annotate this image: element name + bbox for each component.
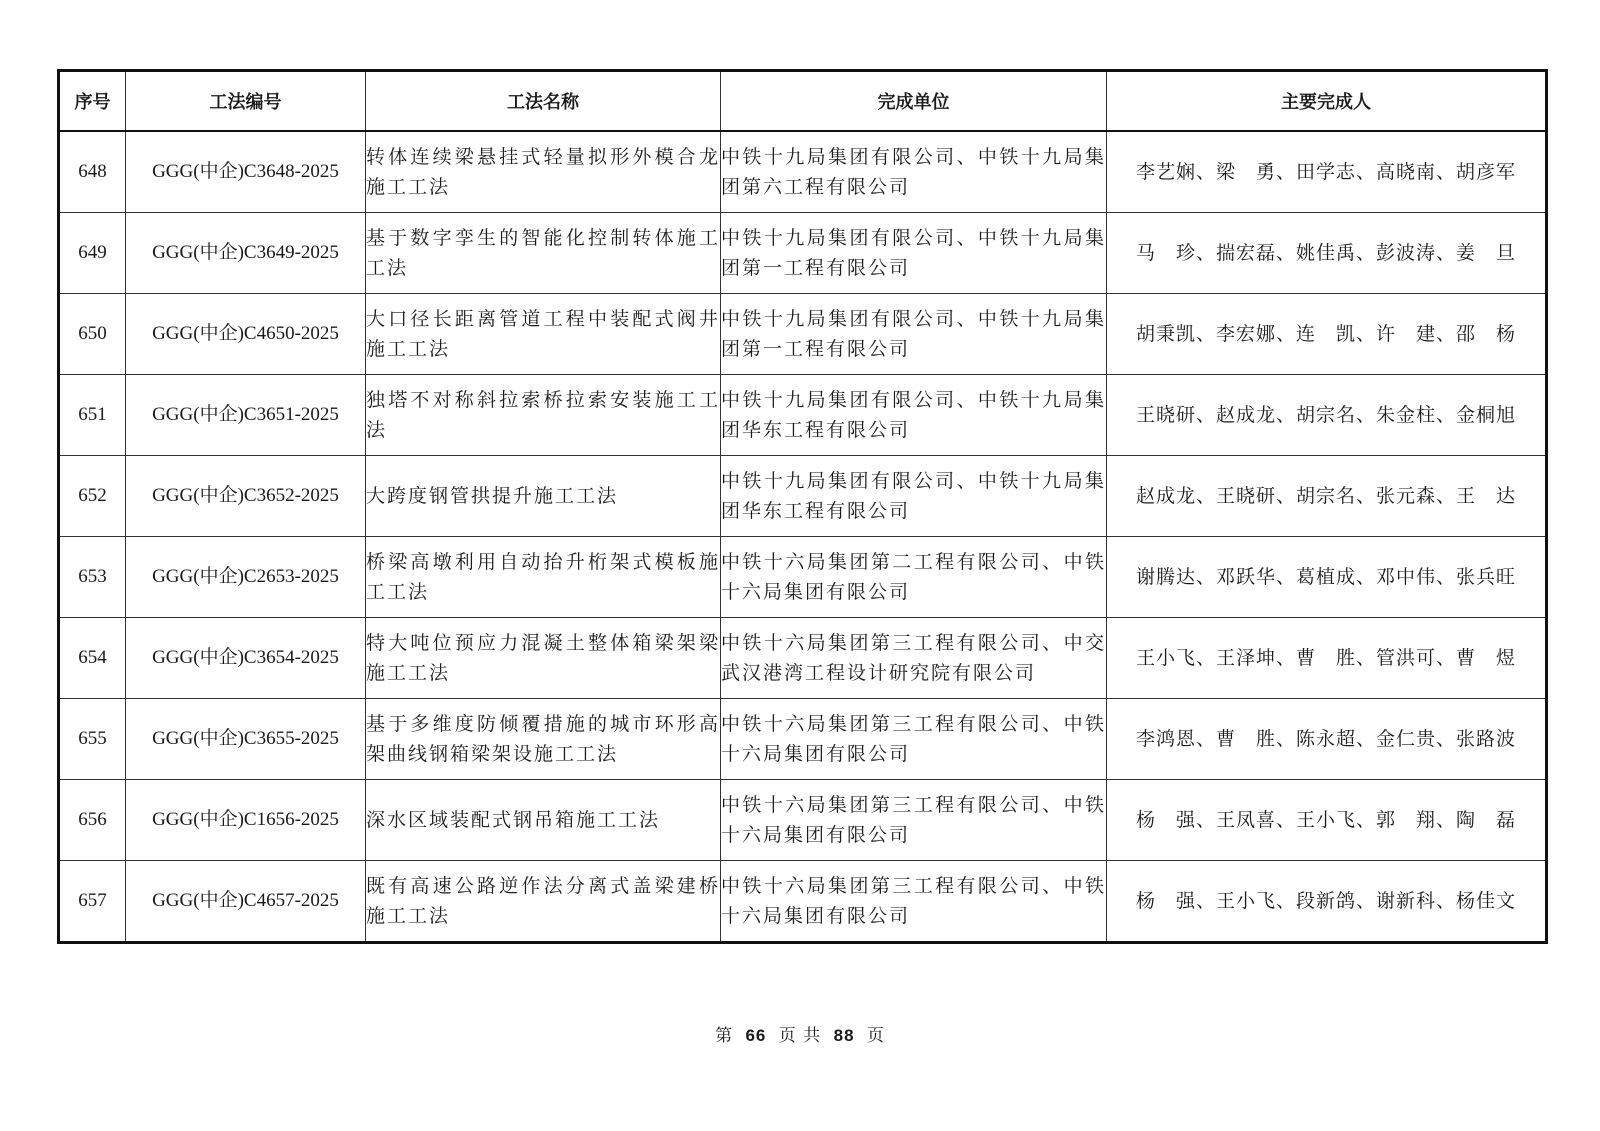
row-method-code: GGG(中企)C3654-2025 <box>126 618 366 699</box>
current-page-number: 66 <box>745 1026 767 1045</box>
row-completing-unit: 中铁十六局集团第二工程有限公司、中铁十六局集团有限公司 <box>721 537 1107 618</box>
row-method-code: GGG(中企)C3648-2025 <box>126 131 366 213</box>
table-row <box>59 537 1547 618</box>
row-contributors: 赵成龙、王晓研、胡宗名、张元森、王 达 <box>1107 456 1547 537</box>
row-serial: 654 <box>59 618 126 699</box>
row-method-name: 转体连续梁悬挂式轻量拟形外模合龙施工工法 <box>366 131 721 213</box>
row-contributors: 谢腾达、邓跃华、葛植成、邓中伟、张兵旺 <box>1107 537 1547 618</box>
table-row <box>59 375 1547 456</box>
footer-prefix: 第 <box>715 1026 734 1046</box>
row-method-code: GGG(中企)C4657-2025 <box>126 861 366 943</box>
row-method-name: 大口径长距离管道工程中装配式阀井施工工法 <box>366 294 721 375</box>
header-method-name: 工法名称 <box>366 71 721 132</box>
row-completing-unit: 中铁十六局集团第三工程有限公司、中交武汉港湾工程设计研究院有限公司 <box>721 618 1107 699</box>
row-method-code: GGG(中企)C3651-2025 <box>126 375 366 456</box>
row-contributors: 李艺娴、梁 勇、田学志、高晓南、胡彦军 <box>1107 131 1547 213</box>
row-serial: 655 <box>59 699 126 780</box>
row-contributors: 杨 强、王小飞、段新鸽、谢新科、杨佳文 <box>1107 861 1547 943</box>
row-completing-unit: 中铁十九局集团有限公司、中铁十九局集团第一工程有限公司 <box>721 213 1107 294</box>
row-serial: 650 <box>59 294 126 375</box>
header-main-contributors: 主要完成人 <box>1107 71 1547 132</box>
table-row <box>59 780 1547 861</box>
row-contributors: 王小飞、王泽坤、曹 胜、管洪可、曹 煜 <box>1107 618 1547 699</box>
row-method-name: 基于多维度防倾覆措施的城市环形高架曲线钢箱梁架设施工工法 <box>366 699 721 780</box>
row-method-name: 既有高速公路逆作法分离式盖梁建桥施工工法 <box>366 861 721 943</box>
row-method-code: GGG(中企)C3649-2025 <box>126 213 366 294</box>
row-method-name: 基于数字孪生的智能化控制转体施工工法 <box>366 213 721 294</box>
row-serial: 651 <box>59 375 126 456</box>
header-method-code: 工法编号 <box>126 71 366 132</box>
row-serial: 657 <box>59 861 126 943</box>
row-completing-unit: 中铁十九局集团有限公司、中铁十九局集团第一工程有限公司 <box>721 294 1107 375</box>
row-serial: 652 <box>59 456 126 537</box>
row-method-name: 大跨度钢管拱提升施工工法 <box>366 456 721 537</box>
footer-suffix: 页 <box>866 1026 885 1046</box>
row-method-name: 深水区域装配式钢吊箱施工工法 <box>366 780 721 861</box>
results-table <box>57 69 1548 944</box>
footer-middle: 页 共 <box>778 1026 822 1046</box>
row-method-name: 特大吨位预应力混凝土整体箱梁架梁施工工法 <box>366 618 721 699</box>
table-row <box>59 861 1547 943</box>
row-contributors: 王晓研、赵成龙、胡宗名、朱金柱、金桐旭 <box>1107 375 1547 456</box>
table-row <box>59 294 1547 375</box>
table-row <box>59 456 1547 537</box>
row-contributors: 杨 强、王凤喜、王小飞、郭 翔、陶 磊 <box>1107 780 1547 861</box>
table-row <box>59 131 1547 213</box>
row-completing-unit: 中铁十六局集团第三工程有限公司、中铁十六局集团有限公司 <box>721 780 1107 861</box>
header-completing-unit: 完成单位 <box>721 71 1107 132</box>
row-contributors: 马 珍、揣宏磊、姚佳禹、彭波涛、姜 旦 <box>1107 213 1547 294</box>
row-serial: 656 <box>59 780 126 861</box>
table-row <box>59 699 1547 780</box>
table-row <box>59 618 1547 699</box>
row-completing-unit: 中铁十六局集团第三工程有限公司、中铁十六局集团有限公司 <box>721 861 1107 943</box>
row-completing-unit: 中铁十九局集团有限公司、中铁十九局集团华东工程有限公司 <box>721 456 1107 537</box>
row-method-code: GGG(中企)C3652-2025 <box>126 456 366 537</box>
page-footer <box>0 1021 1600 1046</box>
row-completing-unit: 中铁十六局集团第三工程有限公司、中铁十六局集团有限公司 <box>721 699 1107 780</box>
row-serial: 653 <box>59 537 126 618</box>
row-method-code: GGG(中企)C1656-2025 <box>126 780 366 861</box>
row-method-code: GGG(中企)C2653-2025 <box>126 537 366 618</box>
row-completing-unit: 中铁十九局集团有限公司、中铁十九局集团第六工程有限公司 <box>721 131 1107 213</box>
header-row <box>59 71 1547 132</box>
row-method-name: 独塔不对称斜拉索桥拉索安装施工工法 <box>366 375 721 456</box>
row-contributors: 李鸿恩、曹 胜、陈永超、金仁贵、张路波 <box>1107 699 1547 780</box>
row-method-code: GGG(中企)C3655-2025 <box>126 699 366 780</box>
row-serial: 648 <box>59 131 126 213</box>
header-serial: 序号 <box>59 71 126 132</box>
row-serial: 649 <box>59 213 126 294</box>
row-method-code: GGG(中企)C4650-2025 <box>126 294 366 375</box>
total-page-count: 88 <box>833 1026 855 1045</box>
row-completing-unit: 中铁十九局集团有限公司、中铁十九局集团华东工程有限公司 <box>721 375 1107 456</box>
row-method-name: 桥梁高墩利用自动抬升桁架式模板施工工法 <box>366 537 721 618</box>
row-contributors: 胡秉凯、李宏娜、连 凯、许 建、邵 杨 <box>1107 294 1547 375</box>
table-row <box>59 213 1547 294</box>
